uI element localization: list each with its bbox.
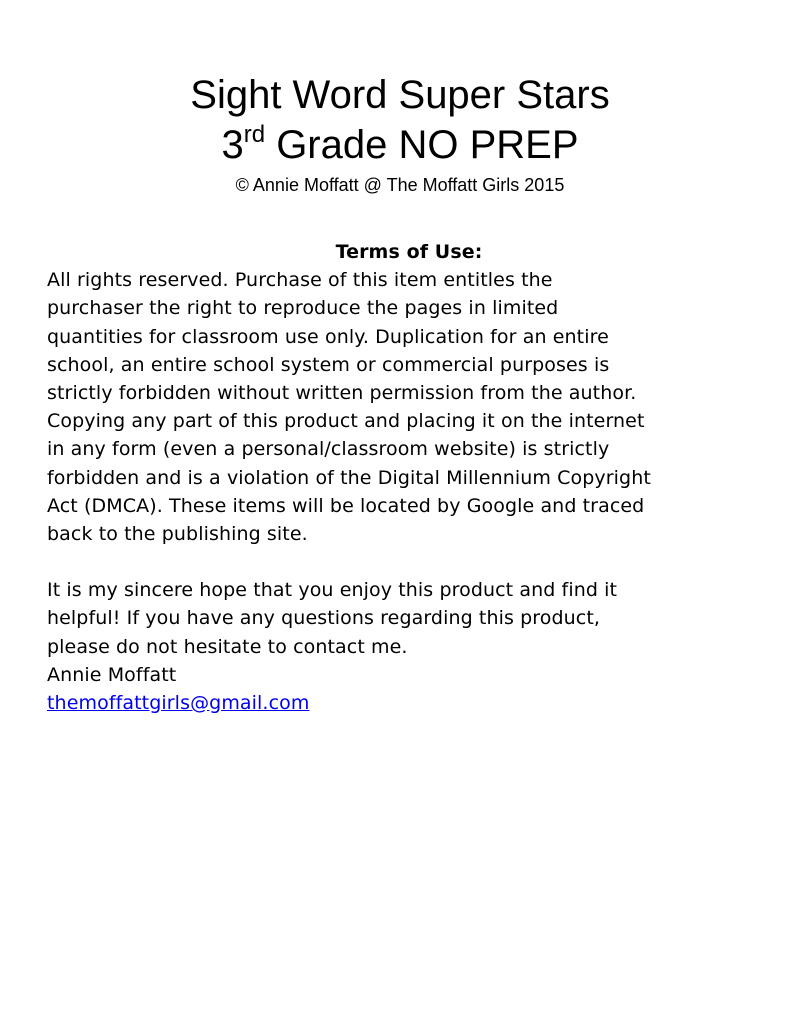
page-title: Sight Word Super Stars xyxy=(190,73,610,117)
closing-paragraph: It is my sincere hope that you enjoy this product and find it helpful! If you have any questions regarding this product, please do not hesitate to contact me. xyxy=(47,579,618,658)
terms-body: All rights reserved. Purchase of this item entitles the purchaser the right to reproduce the pages in limited quantities for classroom use only. Duplication for an entire school, an entire school system or commercial purposes is strictly forbidden without written permission from the author. Copying any part of this product and placing it on the internet in any form (even a personal/classroom website) is strictly forbidden and is a violation of the Digital Millennium Copyright Act (DMCA). These items will be located by Google and traced back to the publishing site. xyxy=(47,269,651,546)
subtitle-grade-text: Grade NO PREP xyxy=(265,123,579,167)
copyright-line: © Annie Moffatt @ The Moffatt Girls 2015 xyxy=(235,175,565,195)
title-block xyxy=(0,70,800,197)
paragraph-spacer xyxy=(47,548,767,576)
author-name: Annie Moffatt xyxy=(47,663,177,686)
terms-of-use-section xyxy=(47,238,767,717)
subtitle-grade-number: 3 xyxy=(221,123,244,167)
email-link[interactable]: themoffattgirls@gmail.com xyxy=(47,692,310,715)
page-subtitle xyxy=(0,120,800,170)
subtitle-grade-ordinal: rd xyxy=(243,121,266,148)
terms-heading: Terms of Use: xyxy=(335,241,483,263)
